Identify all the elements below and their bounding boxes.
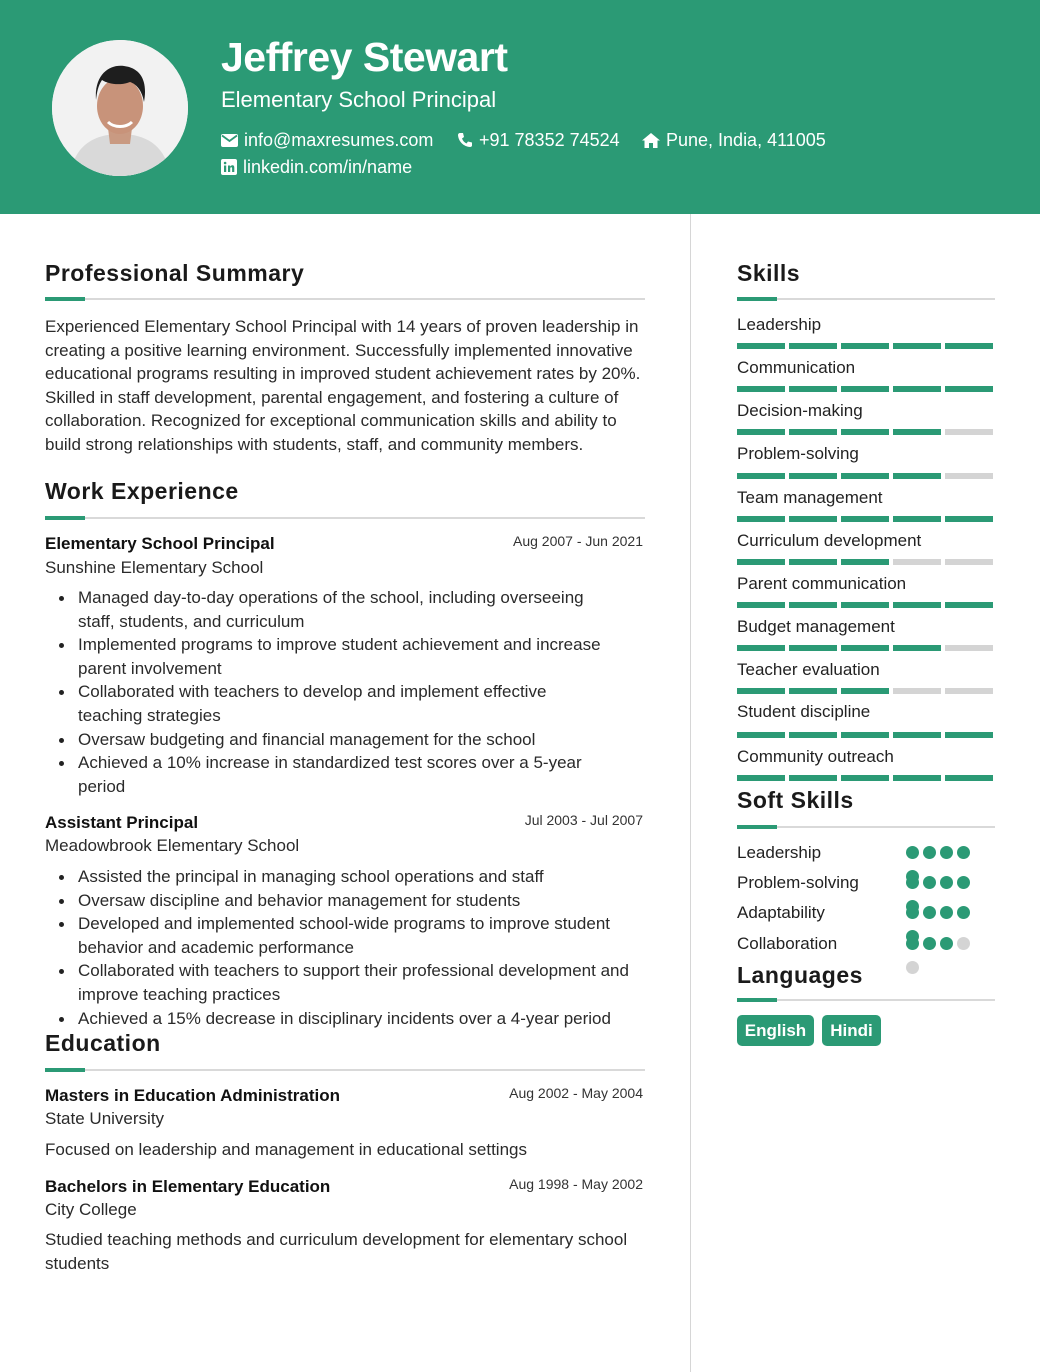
skill-segment-empty	[945, 645, 993, 651]
skill-segment-filled	[841, 602, 889, 608]
skill-segment-filled	[841, 343, 889, 349]
linkedin-contact[interactable]	[221, 156, 412, 178]
skill-level-bar	[737, 386, 993, 392]
job-bullet: Collaborated with teachers to support their professional development and improve teaching practices	[45, 959, 650, 1006]
language-tag: Hindi	[822, 1015, 881, 1046]
skill-segment-filled	[841, 516, 889, 522]
job-bullets	[45, 865, 650, 1030]
skill-segment-filled	[893, 775, 941, 781]
linkedin-text: linkedin.com/in/name	[243, 157, 413, 177]
education-rule	[45, 1069, 645, 1071]
job-bullet: Assisted the principal in managing school operations and staff	[45, 865, 650, 889]
rating-dot-empty	[957, 937, 970, 950]
education-heading: Education	[45, 1030, 161, 1056]
school-name: State University	[45, 1109, 165, 1128]
skill-segment-empty	[893, 688, 941, 694]
skill-level-bar	[737, 343, 993, 349]
experience-rule	[45, 517, 645, 519]
skill-name: Student discipline	[737, 702, 871, 721]
rating-dot-filled	[906, 937, 919, 950]
rating-dot-filled	[923, 846, 936, 859]
candidate-title: Elementary School Principal	[221, 87, 497, 112]
skill-segment-filled	[789, 343, 837, 349]
summary-heading: Professional Summary	[45, 260, 305, 286]
rating-dot-filled	[957, 846, 970, 859]
skill-segment-filled	[789, 645, 837, 651]
skill-segment-filled	[789, 775, 837, 781]
skill-segment-filled	[841, 473, 889, 479]
skill-segment-filled	[737, 473, 785, 479]
languages-heading: Languages	[737, 962, 863, 988]
skill-name: Teacher evaluation	[737, 660, 880, 679]
skill-name: Community outreach	[737, 747, 894, 766]
soft-skill-name: Leadership	[737, 843, 822, 862]
soft-skill-name: Collaboration	[737, 934, 838, 953]
phone-text: +91 78352 74524	[479, 130, 620, 150]
job-bullet: Implemented programs to improve student achievement and increase parent involvement	[45, 633, 615, 680]
skill-level-bar	[737, 645, 993, 651]
skill-segment-filled	[789, 688, 837, 694]
skill-name: Parent communication	[737, 574, 907, 593]
skill-level-bar	[737, 429, 993, 435]
skill-segment-empty	[945, 688, 993, 694]
rating-dot-filled	[940, 937, 953, 950]
rating-dot-filled	[906, 906, 919, 919]
skill-segment-filled	[841, 559, 889, 565]
languages-rule	[737, 999, 995, 1001]
skill-level-bar	[737, 775, 993, 781]
skill-segment-filled	[945, 516, 993, 522]
skill-name: Decision-making	[737, 401, 863, 420]
email-contact[interactable]	[221, 129, 433, 151]
job-dates: Jul 2003 - Jul 2007	[524, 812, 643, 828]
job-bullet: Achieved a 10% increase in standardized test scores over a 5-year period	[45, 751, 615, 798]
envelope-icon	[221, 134, 238, 147]
home-icon	[642, 133, 660, 148]
skill-level-bar	[737, 732, 993, 738]
skill-segment-filled	[893, 386, 941, 392]
skill-segment-filled	[893, 343, 941, 349]
soft-skill-rating	[905, 937, 977, 951]
experience-heading: Work Experience	[45, 478, 239, 504]
skills-rule	[737, 298, 995, 300]
skill-name: Budget management	[737, 617, 895, 636]
skill-segment-filled	[737, 688, 785, 694]
skill-segment-filled	[737, 343, 785, 349]
degree-dates: Aug 2002 - May 2004	[509, 1085, 643, 1101]
skill-name: Communication	[737, 358, 856, 377]
skill-segment-filled	[841, 386, 889, 392]
skill-segment-empty	[893, 559, 941, 565]
skill-segment-filled	[945, 602, 993, 608]
skill-segment-filled	[789, 559, 837, 565]
skill-segment-filled	[789, 386, 837, 392]
phone-icon	[457, 132, 473, 148]
summary-text: Experienced Elementary School Principal with 14 years of proven leadership in creating a positive learning environment. Successfully implemented innovative educational programs resulting in improved student achievement rates by 20%. Skilled in staff development, parental engagement, and fostering a culture of collaboration. Recognized for exceptional communication skills and ability to build strong relationships with students, staff, and community members.	[45, 317, 641, 454]
soft-skill-rating	[905, 846, 977, 860]
soft-skills-rule	[737, 826, 995, 828]
job-bullet: Achieved a 15% decrease in disciplinary incidents over a 4-year period	[45, 1007, 650, 1031]
job-dates: Aug 2007 - Jun 2021	[513, 533, 643, 549]
soft-skills-heading: Soft Skills	[737, 787, 854, 813]
skill-level-bar	[737, 688, 993, 694]
job-bullet: Developed and implemented school-wide programs to improve student behavior and academic performance	[45, 912, 650, 959]
rating-dot-filled	[906, 846, 919, 859]
rating-dot-filled	[923, 876, 936, 889]
rating-dot-filled	[906, 876, 919, 889]
column-divider	[690, 214, 691, 1372]
degree-description: Studied teaching methods and curriculum development for elementary school students	[45, 1230, 628, 1273]
job-title: Elementary School Principal	[45, 534, 275, 553]
rating-dot-filled	[957, 906, 970, 919]
job-organization: Meadowbrook Elementary School	[45, 836, 300, 855]
skill-segment-empty	[945, 559, 993, 565]
skill-level-bar	[737, 559, 993, 565]
degree-title: Bachelors in Elementary Education	[45, 1177, 331, 1196]
rating-dot-filled	[940, 846, 953, 859]
skill-name: Team management	[737, 488, 883, 507]
school-name: City College	[45, 1200, 137, 1219]
skill-segment-filled	[737, 602, 785, 608]
person-photo-icon	[52, 40, 188, 176]
skill-segment-filled	[737, 732, 785, 738]
job-title: Assistant Principal	[45, 813, 199, 832]
candidate-name: Jeffrey Stewart	[221, 34, 508, 80]
rating-dot-filled	[940, 906, 953, 919]
skill-segment-filled	[737, 516, 785, 522]
skill-segment-empty	[945, 473, 993, 479]
linkedin-icon	[221, 159, 237, 175]
skill-segment-filled	[737, 559, 785, 565]
skill-segment-filled	[789, 473, 837, 479]
skills-heading: Skills	[737, 260, 801, 286]
skill-segment-filled	[737, 775, 785, 781]
summary-rule	[45, 298, 645, 300]
job-bullet: Oversaw budgeting and financial management for the school	[45, 728, 615, 752]
soft-skill-name: Adaptability	[737, 903, 825, 922]
skill-segment-filled	[789, 602, 837, 608]
skill-name: Problem-solving	[737, 444, 859, 463]
skill-segment-filled	[945, 732, 993, 738]
skill-segment-empty	[945, 429, 993, 435]
skill-level-bar	[737, 473, 993, 479]
job-organization: Sunshine Elementary School	[45, 558, 264, 577]
skill-segment-filled	[841, 775, 889, 781]
skill-segment-filled	[841, 645, 889, 651]
language-tag: English	[737, 1015, 814, 1046]
skill-segment-filled	[737, 645, 785, 651]
degree-dates: Aug 1998 - May 2002	[509, 1176, 643, 1192]
skill-segment-filled	[841, 732, 889, 738]
resume-header	[0, 0, 1040, 214]
skill-segment-filled	[789, 429, 837, 435]
degree-title: Masters in Education Administration	[45, 1086, 341, 1105]
skill-segment-filled	[737, 429, 785, 435]
skill-level-bar	[737, 602, 993, 608]
skill-segment-filled	[893, 516, 941, 522]
skill-segment-filled	[893, 429, 941, 435]
skill-segment-filled	[893, 602, 941, 608]
skill-segment-filled	[841, 688, 889, 694]
job-bullets	[45, 586, 615, 798]
job-bullet: Collaborated with teachers to develop and implement effective teaching strategies	[45, 680, 615, 727]
skill-name: Leadership	[737, 315, 822, 334]
degree-description: Focused on leadership and management in educational settings	[45, 1140, 527, 1159]
rating-dot-empty	[906, 961, 919, 974]
soft-skill-rating	[905, 876, 977, 890]
soft-skill-rating	[905, 906, 977, 920]
rating-dot-filled	[923, 937, 936, 950]
skill-segment-filled	[789, 516, 837, 522]
skill-segment-filled	[893, 645, 941, 651]
skill-segment-filled	[945, 775, 993, 781]
skill-segment-filled	[945, 386, 993, 392]
soft-skill-name: Problem-solving	[737, 873, 859, 892]
job-bullet: Oversaw discipline and behavior management for students	[45, 889, 650, 913]
job-bullet: Managed day-to-day operations of the school, including overseeing staff, students, and curriculum	[45, 586, 615, 633]
skill-segment-filled	[893, 473, 941, 479]
skill-segment-filled	[789, 732, 837, 738]
skill-segment-filled	[945, 343, 993, 349]
phone-contact[interactable]	[457, 129, 620, 151]
skill-segment-filled	[841, 429, 889, 435]
rating-dot-filled	[923, 906, 936, 919]
profile-photo	[52, 40, 188, 176]
rating-dot-filled	[940, 876, 953, 889]
location-contact	[642, 129, 826, 151]
skill-level-bar	[737, 516, 993, 522]
skill-segment-filled	[893, 732, 941, 738]
skill-name: Curriculum development	[737, 531, 922, 550]
location-text: Pune, India, 411005	[666, 130, 826, 150]
rating-dot-filled	[957, 876, 970, 889]
skill-segment-filled	[737, 386, 785, 392]
email-text: info@maxresumes.com	[244, 130, 434, 150]
